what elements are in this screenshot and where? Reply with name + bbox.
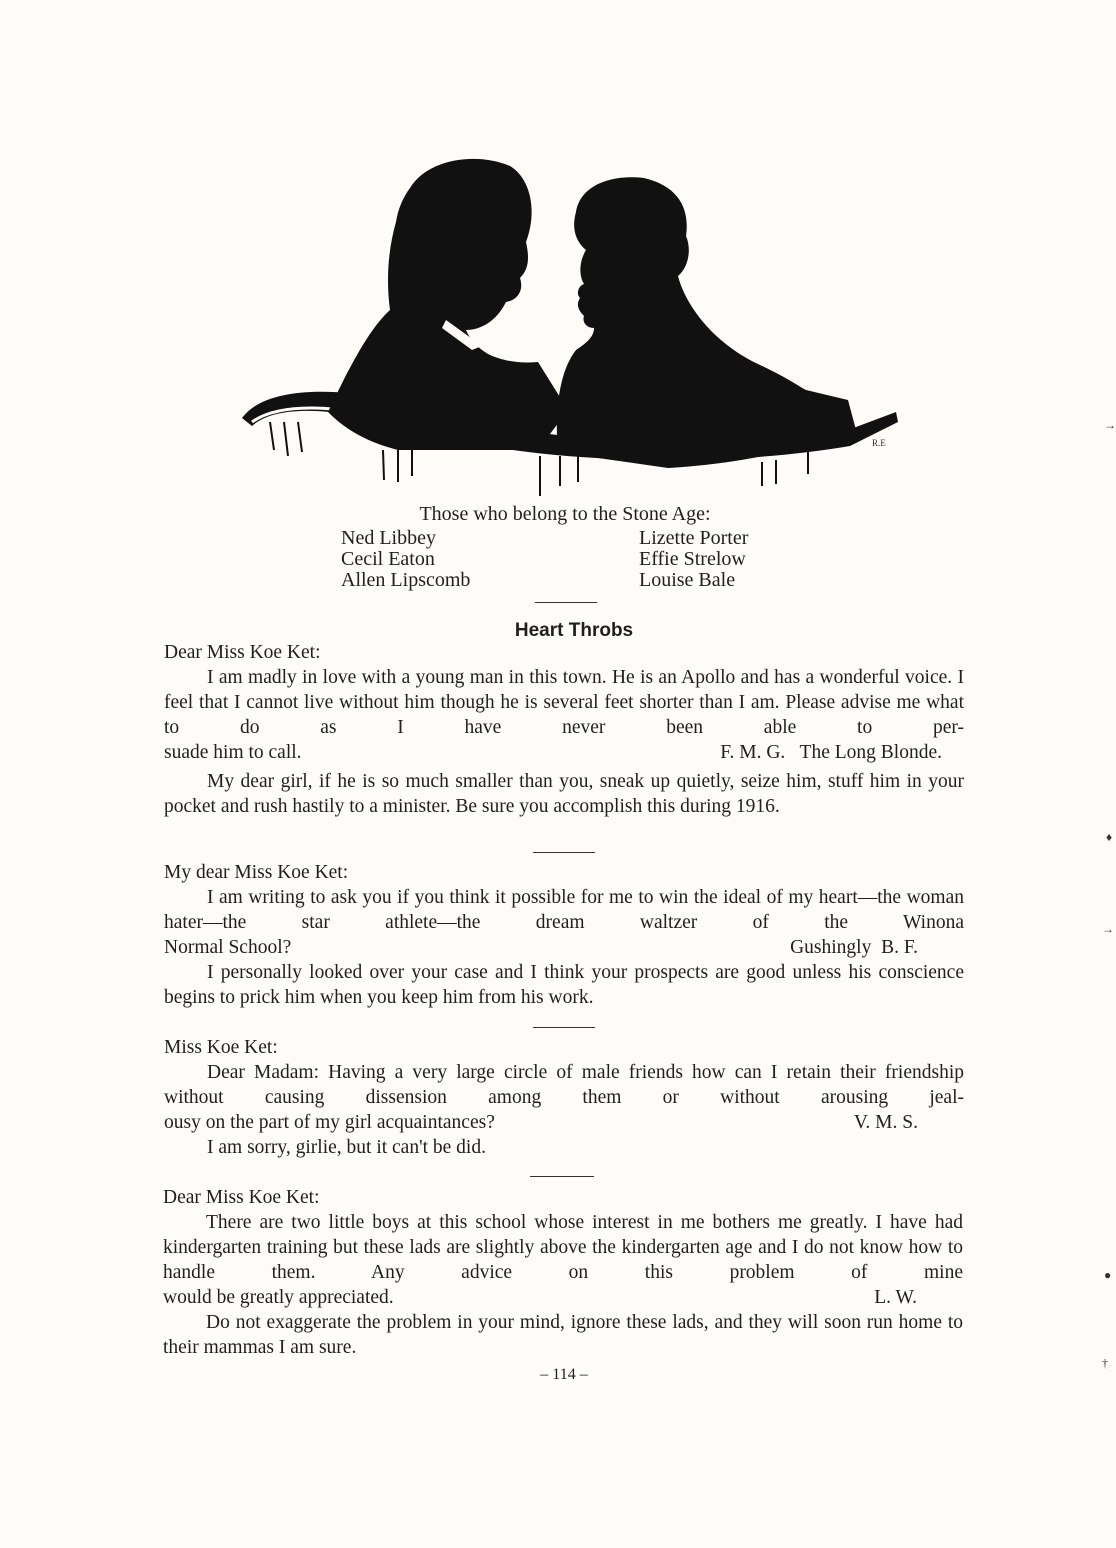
letter-3 <box>164 1035 964 1160</box>
letter-salutation: My dear Miss Koe Ket: <box>164 862 349 883</box>
letter-body: I am writing to ask you if you think it possible for me to win the ideal of my heart—the woman hater—the star athlete—the dream waltzer of the Winona <box>164 887 964 933</box>
divider <box>533 852 595 853</box>
scan-edge-mark: ● <box>1104 1268 1112 1282</box>
scan-edge-mark: ♦ <box>1106 830 1113 844</box>
scan-edge-mark: → <box>1102 922 1114 936</box>
man-silhouette <box>328 159 568 450</box>
letter-body-last-line: would be greatly appreciated. <box>163 1287 394 1308</box>
letter-1 <box>164 640 964 819</box>
letter-reply: I personally looked over your case and I think your prospects are good unless his conscience begins to prick him when you keep him from his work. <box>164 962 964 1008</box>
letter-signature: L. W. <box>874 1287 917 1308</box>
letter-body-last-line: Normal School? <box>164 937 292 958</box>
stone-age-names-right <box>639 528 748 591</box>
letter-signature-line <box>164 1110 964 1135</box>
name-entry: Ned Libbey <box>341 527 436 549</box>
page-number: – 114 – <box>540 1366 588 1383</box>
letter-signature-line <box>164 740 964 765</box>
name-entry: Cecil Eaton <box>341 548 435 570</box>
name-entry: Effie Strelow <box>639 548 746 570</box>
letter-signature: F. M. G. The Long Blonde. <box>720 742 942 763</box>
letter-salutation: Miss Koe Ket: <box>164 1037 278 1058</box>
letter-reply: Do not exaggerate the problem in your mind, ignore these lads, and they will soon run home to their mammas I am sure. <box>163 1312 963 1358</box>
letter-salutation: Dear Miss Koe Ket: <box>163 1187 320 1208</box>
name-entry: Lizette Porter <box>639 527 749 549</box>
divider <box>530 1176 594 1177</box>
letter-4 <box>163 1185 963 1360</box>
letter-signature: Gushingly B. F. <box>790 937 918 958</box>
letter-signature-line <box>163 1285 963 1310</box>
name-entry: Louise Bale <box>639 569 736 591</box>
scan-edge-mark: → <box>1104 418 1116 432</box>
stone-age-title: Those who belong to the Stone Age: <box>419 503 711 525</box>
divider <box>533 1027 595 1028</box>
artist-initials: R.E <box>872 438 886 448</box>
letter-salutation: Dear Miss Koe Ket: <box>164 642 321 663</box>
name-entry: Allen Lipscomb <box>341 569 471 591</box>
letter-body-last-line: suade him to call. <box>164 742 302 763</box>
letter-body-last-line: ousy on the part of my girl acquaintances? <box>164 1112 495 1133</box>
letter-body: Dear Madam: Having a very large circle of male friends how can I retain their friendship without causing dissension among them or without arousing jeal- <box>164 1062 964 1108</box>
letter-signature-line <box>164 935 964 960</box>
couple-silhouette-illustration <box>238 150 900 500</box>
letter-body: There are two little boys at this school whose interest in me bothers me greatly. I have had kindergarten training but these lads are slightly above the kindergarten age and I do not know how to handle them. Any advice on this problem of mine <box>163 1212 963 1283</box>
stone-age-names-left <box>341 528 470 591</box>
divider <box>535 602 597 603</box>
letter-body: I am madly in love with a young man in this town. He is an Apollo and has a wonderful voice. I feel that I cannot live without him though he is several feet shorter than I am. Please advise me what to do as I have never been able to per- <box>164 667 964 738</box>
section-heading: Heart Throbs <box>514 620 634 641</box>
letter-2 <box>164 860 964 1010</box>
scan-edge-mark: † <box>1102 1356 1108 1370</box>
letter-reply: I am sorry, girlie, but it can't be did. <box>207 1137 486 1158</box>
letter-signature: V. M. S. <box>853 1112 918 1133</box>
woman-silhouette <box>557 177 856 468</box>
letter-reply: My dear girl, if he is so much smaller than you, sneak up quietly, seize him, stuff him in your pocket and rush hastily to a minister. Be sure you accomplish this during 1916. <box>164 771 964 817</box>
